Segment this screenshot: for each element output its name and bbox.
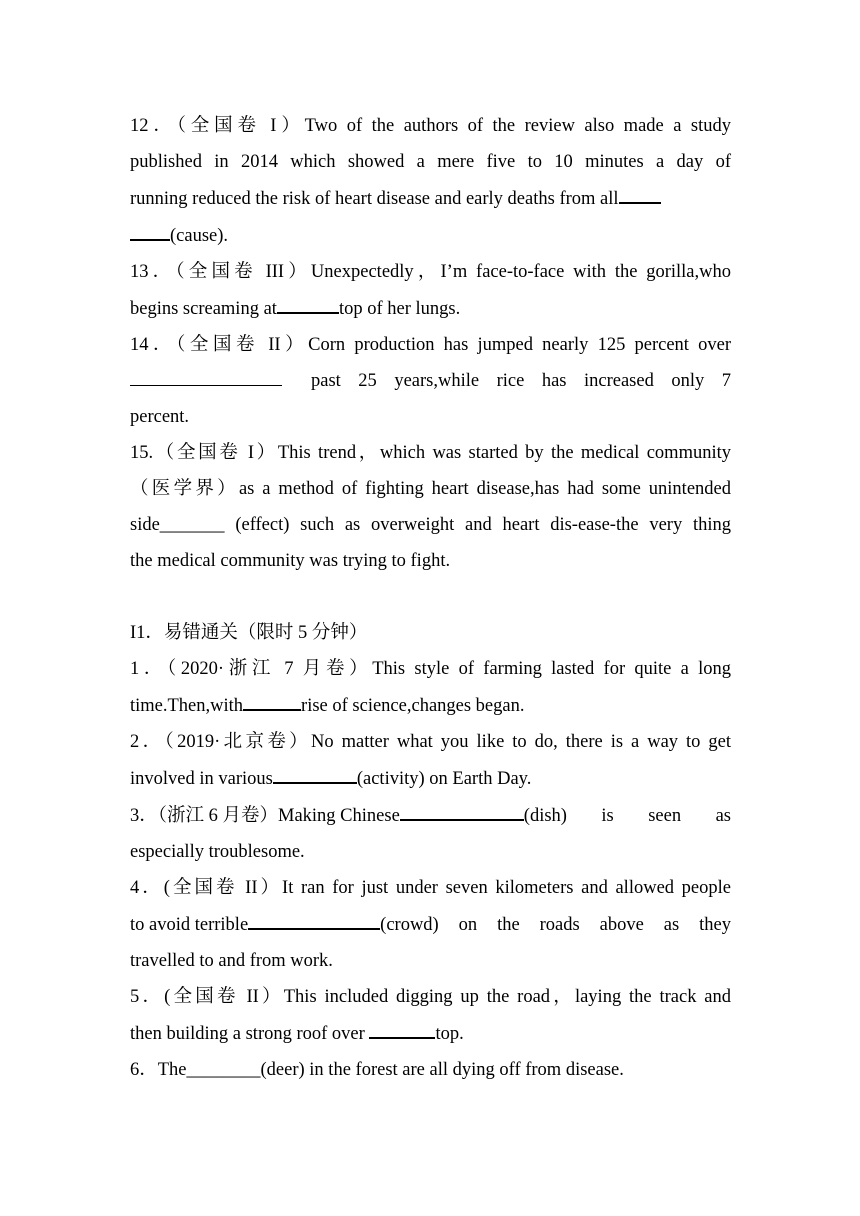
item-2-text: involved in various	[130, 769, 273, 789]
question-14-line-3: percent.	[130, 407, 190, 427]
item-4-line-2	[130, 906, 731, 943]
item-1	[130, 651, 731, 724]
question-12-hint: (cause).	[170, 226, 229, 246]
answer-blank	[248, 906, 380, 930]
item-4-text-end: (crowd) on the roads above as they	[380, 915, 731, 935]
answer-blank	[273, 760, 357, 784]
item-1-text-end: rise of science,changes began.	[301, 696, 525, 716]
item-4	[130, 870, 731, 979]
question-12-text: running reduced the risk of heart disease and early deaths from all	[130, 189, 619, 209]
item-2	[130, 724, 731, 797]
item-4-text: to avoid terrible	[130, 915, 249, 935]
item-5-line-2	[130, 1015, 731, 1052]
question-13-line-1: 13．（全国卷 III）Unexpectedly，I’m face-to-face with the gorilla,who	[130, 262, 731, 282]
question-15-line-1: 15.（全国卷 I）This trend，which was started by the medical community	[130, 443, 731, 463]
item-5	[130, 979, 731, 1052]
item-3-text: 3．（浙江 6 月卷）Making Chinese	[130, 806, 400, 826]
worksheet-page	[130, 108, 731, 1088]
item-3-text-end: (dish) is seen as	[523, 806, 731, 826]
item-5-line-1: 5．(全国卷 II）This included digging up the road，laying the track and	[130, 987, 731, 1007]
item-6-line-1: 6．The________(deer) in the forest are all dying off from disease.	[130, 1060, 624, 1080]
item-5-text-end: top.	[435, 1024, 464, 1044]
question-15-line-4: the medical community was trying to fight.	[130, 551, 451, 571]
question-13-text-end: top of her lungs.	[338, 299, 461, 319]
item-1-line-2	[130, 687, 731, 724]
question-15-line-2: （医学界）as a method of fighting heart disease,has had some unintended	[130, 479, 731, 499]
question-12	[130, 108, 731, 254]
question-14-line-1: 14．（全国卷 II）Corn production has jumped nearly 125 percent over	[130, 335, 731, 355]
item-2-line-1: 2．（2019·北京卷）No matter what you like to do, there is a way to get	[130, 732, 731, 752]
answer-blank	[130, 217, 170, 241]
question-14-text: past 25 years,while rice has increased only 7	[311, 371, 731, 391]
answer-blank	[400, 797, 524, 821]
section-heading	[130, 615, 731, 651]
question-14-line-2	[130, 363, 731, 399]
section-heading-text: I1．易错通关（限时 5 分钟）	[130, 623, 368, 643]
answer-blank	[619, 180, 661, 204]
question-13	[130, 254, 731, 327]
answer-blank	[369, 1015, 435, 1039]
item-3-line-1	[130, 797, 731, 834]
answer-blank	[130, 363, 282, 386]
item-2-text-end: (activity) on Earth Day.	[356, 769, 532, 789]
item-2-line-2	[130, 760, 731, 797]
question-15	[130, 435, 731, 579]
question-13-line-2	[130, 290, 731, 327]
answer-blank	[277, 290, 339, 314]
question-12-line-2: published in 2014 which showed a mere five to 10 minutes a day of	[130, 152, 731, 172]
item-4-line-3: travelled to and from work.	[130, 951, 333, 971]
item-4-line-1: 4．(全国卷 II）It ran for just under seven kilometers and allowed people	[130, 878, 731, 898]
question-12-line-1: 12．（全国卷 I）Two of the authors of the review also made a study	[130, 116, 731, 136]
item-5-text: then building a strong roof over	[130, 1024, 370, 1044]
question-12-line-3	[130, 180, 731, 217]
question-14	[130, 327, 731, 435]
item-3-line-2: especially troublesome.	[130, 842, 305, 862]
answer-blank	[243, 687, 301, 711]
question-13-text: begins screaming at	[130, 299, 277, 319]
item-1-line-1: 1．（2020·浙江 7 月卷）This style of farming lasted for quite a long	[130, 659, 731, 679]
item-6	[130, 1052, 731, 1088]
question-12-line-4	[130, 217, 731, 254]
question-15-line-3: side_______ (effect) such as overweight and heart dis-ease-the very thing	[130, 515, 731, 535]
item-1-text: time.Then,with	[130, 696, 244, 716]
item-3	[130, 797, 731, 870]
